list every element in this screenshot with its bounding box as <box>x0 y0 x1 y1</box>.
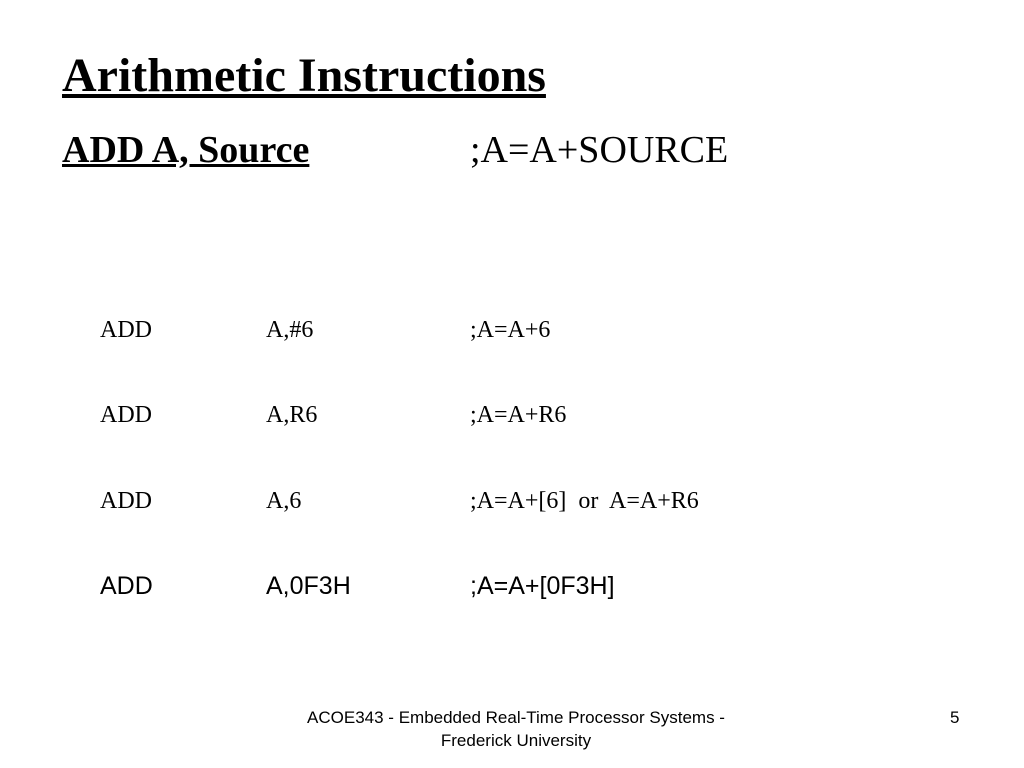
footer-university: Frederick University <box>440 730 592 750</box>
example-comment: ;A=A+[6] or A=A+R6 <box>470 488 699 514</box>
page-number: 5 <box>950 708 960 727</box>
instruction-syntax-comment: ;A=A+SOURCE <box>470 129 729 171</box>
example-opcode: ADD <box>100 402 152 428</box>
footer-text <box>256 707 776 753</box>
example-operands: A,R6 <box>266 402 318 428</box>
example-row <box>0 403 1024 443</box>
example-comment: ;A=A+6 <box>470 317 551 343</box>
example-row <box>0 318 1024 358</box>
example-operands: A,#6 <box>266 317 314 343</box>
example-row <box>0 489 1024 529</box>
example-opcode: ADD <box>100 488 152 514</box>
example-opcode: ADD <box>100 317 152 343</box>
example-opcode: ADD <box>100 572 153 600</box>
footer-course: ACOE343 - Embedded Real-Time Processor Systems - <box>307 708 725 727</box>
slide-title: Arithmetic Instructions <box>62 49 546 102</box>
example-operands: A,0F3H <box>266 572 351 600</box>
example-operands: A,6 <box>266 488 302 514</box>
instruction-syntax: ADD A, Source <box>62 129 310 171</box>
example-comment: ;A=A+R6 <box>470 402 567 428</box>
example-comment: ;A=A+[0F3H] <box>470 572 615 600</box>
example-row <box>0 574 1024 614</box>
